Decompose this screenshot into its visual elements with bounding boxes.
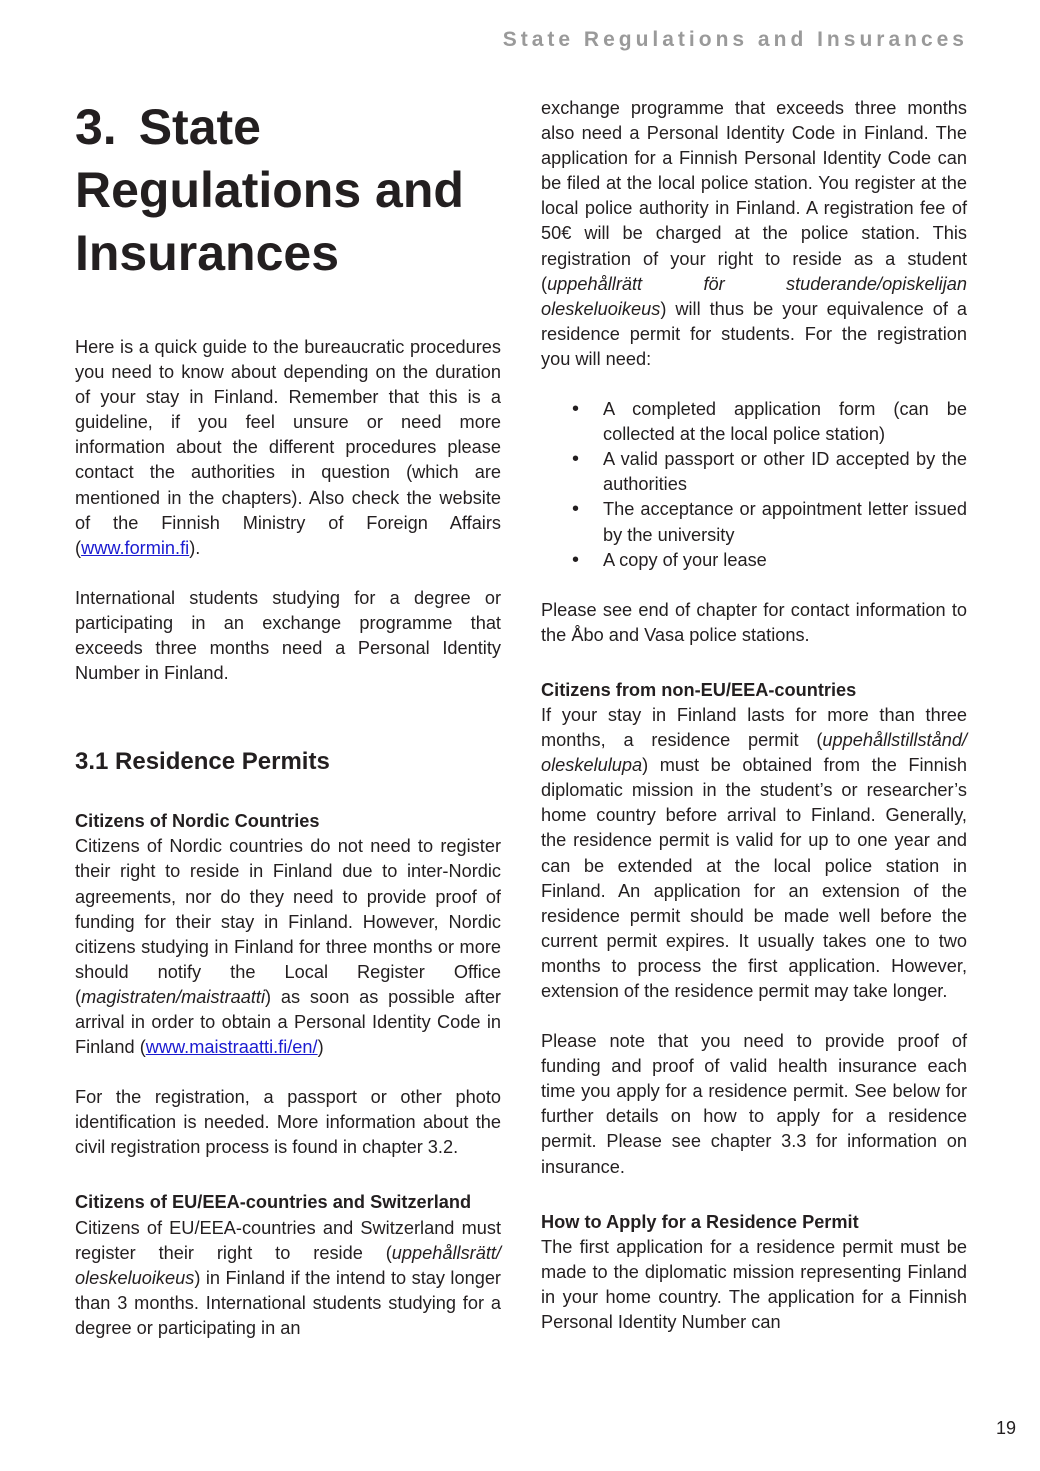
right-column bbox=[541, 96, 967, 1360]
nordic-paragraph bbox=[75, 834, 501, 1060]
nordic-paragraph-2: For the registration, a passport or other photo identification is needed. More information about the civil registration process is found in chapter 3.2. bbox=[75, 1087, 501, 1158]
intro-text: Here is a quick guide to the bureaucratic procedures you need to know about depending on the duration of your stay in Finland. Remember that this is a guideline, if you feel unsure or need more information about the different procedures please contact the authorities in question (which are mentioned in the chapters). Also check the website of the Finnish Ministry of Foreign Affairs ( bbox=[75, 337, 501, 558]
eu-paragraph-continued: exchange programme that exceeds three months also need a Personal Identity Code in Finland. The application for a Finnish Personal Identity Code can be filed at the local police station. You register at the local police authority in Finland. A registration fee of 50€ will be charged at the police station. This registration of your right to reside as a student (uppehållrätt för studerande/opiskelijan oleskeluoikeus) will thus be your equivalence of a residence permit for students. For the registration you will need: bbox=[541, 98, 967, 369]
eu-text: Citizens of EU/EEA-countries and Switzerland must register their right to reside ( bbox=[75, 1217, 501, 1263]
eu-paragraph-start bbox=[75, 1216, 501, 1341]
section-title-residence-permits: 3.1 Residence Permits bbox=[75, 748, 330, 776]
how-to-paragraph: The first application for a residence permit must be made to the diplomatic mission representing Finland in your home country. The application for a Finnish Personal Identity Number can bbox=[541, 1236, 967, 1333]
formin-link[interactable]: www.formin.fi bbox=[81, 537, 190, 558]
subheading-how-to-apply: How to Apply for a Residence Permit bbox=[541, 1211, 859, 1232]
intro-paragraph-2: International students studying for a degree or participating in an exchange programme that exceeds three months need a Personal Identity Number in Finland. bbox=[75, 587, 501, 684]
nordic-text-2: ) as soon as possible after arrival in order to obtain a Personal Identity Code in Finland ( bbox=[75, 986, 501, 1058]
non-eu-italic-term: uppehållstillstånd/ oleskelulupa bbox=[541, 730, 967, 776]
requirements-list bbox=[541, 397, 967, 573]
list-item: • A valid passport or other ID accepted by the authorities bbox=[603, 447, 967, 497]
chapter-title bbox=[75, 96, 501, 285]
nordic-italic-term: magistraten/maistraatti bbox=[81, 986, 266, 1007]
eu-italic-term: uppehållsrätt/ oleskeluoikeus bbox=[75, 1242, 501, 1288]
eu-italic-term-2: uppehållrätt för studerande/opiskelijan oleskeluoikeus bbox=[541, 273, 967, 319]
non-eu-paragraph-2: Please note that you need to provide proof of funding and proof of valid health insurance each time you apply for a residence permit. See below for further details on how to apply for a residence permit. Please see chapter 3.3 for information on insurance. bbox=[541, 1031, 967, 1177]
eu-text-3: ) will thus be your equivalence of a residence permit for students. For the registration you will need: bbox=[541, 298, 967, 369]
non-eu-text: If your stay in Finland lasts for more than three months, a residence permit ( bbox=[541, 704, 967, 751]
eu-text-left-tail: ) in Finland if the intend to stay longer than 3 months. International students studying for a degree or participating in an bbox=[75, 1267, 501, 1338]
running-header: State Regulations and Insurances bbox=[502, 28, 968, 51]
subheading-eu: Citizens of EU/EEA-countries and Switzerland bbox=[75, 1192, 472, 1213]
list-item: • A copy of your lease bbox=[603, 548, 967, 573]
maistraatti-link[interactable]: www.maistraatti.fi/en/ bbox=[145, 1037, 318, 1058]
intro-text-end: ). bbox=[189, 537, 201, 558]
police-contact-note: Please see end of chapter for contact information to the Åbo and Vasa police stations. bbox=[541, 599, 967, 645]
subheading-nordic: Citizens of Nordic Countries bbox=[75, 811, 320, 832]
nordic-text: Citizens of Nordic countries do not need to register their right to reside in Finland due to inter-Nordic agreements, nor do they need to provide proof of funding for their stay in Finland. However, Nordic citizens studying in Finland for three months or more should notify the Local Register Office ( bbox=[75, 836, 501, 1007]
non-eu-paragraph bbox=[541, 703, 967, 1004]
subheading-non-eu: Citizens from non-EU/EEA-countries bbox=[541, 679, 857, 700]
page-number: 19 bbox=[995, 1418, 1016, 1438]
list-item: • The acceptance or appointment letter issued by the university bbox=[603, 497, 967, 547]
list-item: • A completed application form (can be collected at the local police station) bbox=[603, 397, 967, 447]
chapter-number: 3. bbox=[75, 99, 117, 155]
chapter-title-text: State Regulations and Insurances bbox=[75, 99, 464, 281]
non-eu-text-2: ) must be obtained from the Finnish diplomatic mission in the student’s or researcher’s home country before arrival to Finland. Generally, the residence permit is valid for up to one year and can be extended at the local police station in Finland. An application for an extension of the residence permit should be made well before the current permit expires. It usually takes one to two months to process the first application. However, extension of the residence permit may take longer. bbox=[541, 755, 967, 1001]
intro-paragraph bbox=[75, 335, 501, 561]
nordic-text-end: ) bbox=[317, 1037, 324, 1058]
left-column bbox=[75, 96, 501, 1341]
